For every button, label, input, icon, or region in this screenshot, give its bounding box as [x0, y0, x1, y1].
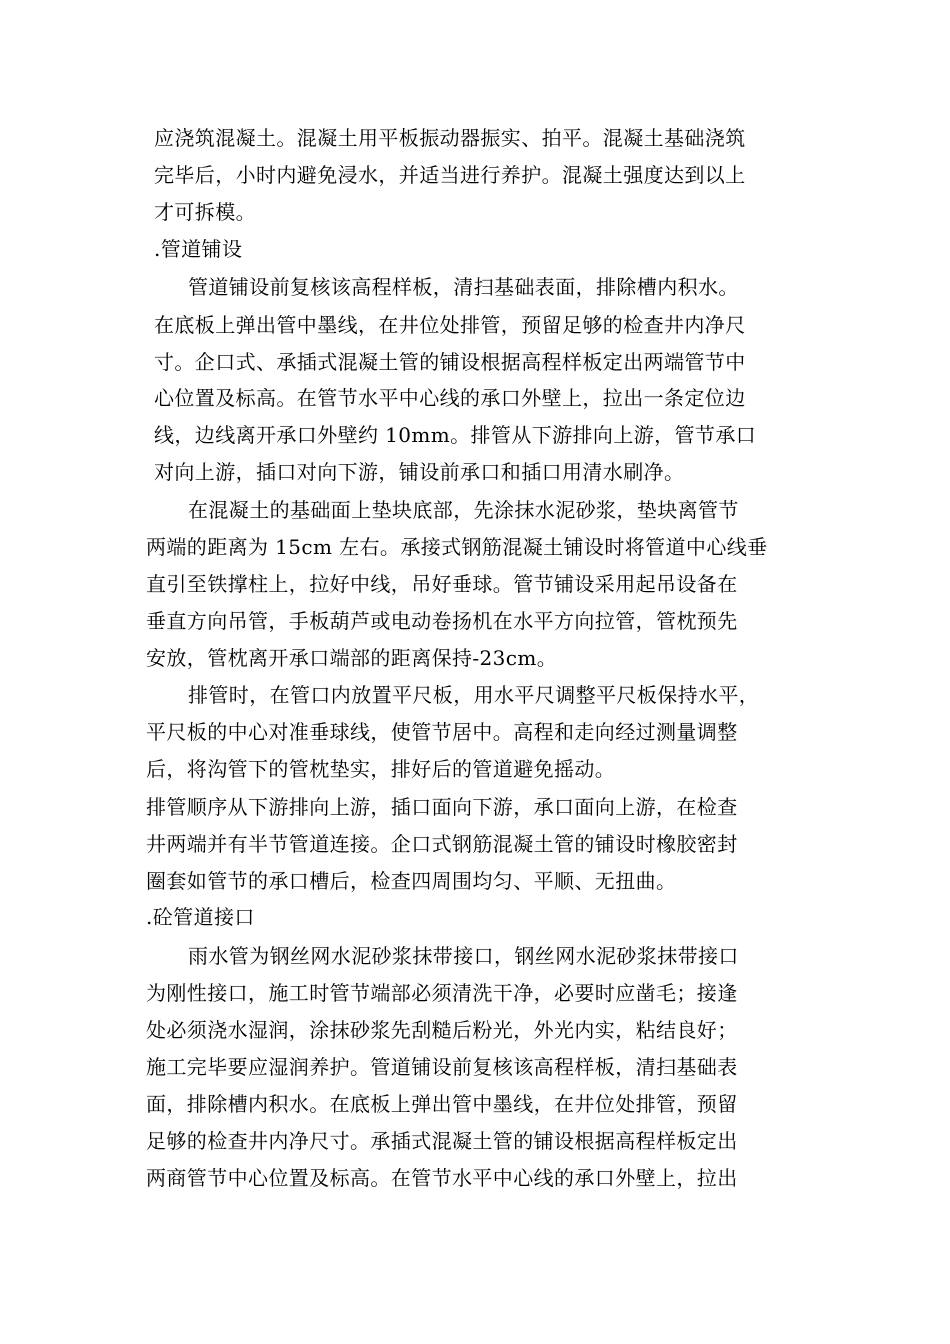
text-line: 线，边线离开承口外壁约 10mm。排管从下游排向上游，管节承口 [154, 423, 757, 447]
text-line: 后，将沟管下的管枕垫实，排好后的管道避免摇动。 [146, 757, 616, 781]
section-heading: .管道铺设 [154, 237, 243, 261]
text-line: 在混凝土的基础面上垫块底部，先涂抹水泥砂浆，垫块离管节 [188, 498, 739, 522]
text-line: 处必须浇水湿润，涂抹砂浆先刮糙后粉光，外光内实，粘结良好； [146, 1018, 738, 1042]
text-line: 心位置及标高。在管节水平中心线的承口外壁上，拉出一条定位边 [154, 386, 746, 410]
text-line: 排管顺序从下游排向上游，插口面向下游，承口面向上游，在检查 [146, 795, 738, 819]
text-line: 雨水管为钢丝网水泥砂浆抹带接口，钢丝网水泥砂浆抹带接口 [188, 944, 739, 968]
text-line: 应浇筑混凝土。混凝土用平板振动器振实、拍平。混凝土基础浇筑 [154, 126, 746, 150]
text-line: 安放，管枕离开承口端部的距离保持-23cm。 [146, 646, 558, 670]
text-line: 寸。企口式、承插式混凝土管的铺设根据高程样板定出两端管节中 [154, 350, 746, 374]
text-line: 直引至铁撑柱上，拉好中线，吊好垂球。管节铺设采用起吊设备在 [146, 572, 738, 596]
text-line: 两商管节中心位置及标高。在管节水平中心线的承口外壁上，拉出 [146, 1166, 738, 1190]
text-line: 足够的检查井内净尺寸。承插式混凝土管的铺设根据高程样板定出 [146, 1129, 738, 1153]
text-line: 对向上游，插口对向下游，铺设前承口和插口用清水刷净。 [154, 460, 685, 484]
text-line: 平尺板的中心对准垂球线，使管节居中。高程和走向经过测量调整 [146, 720, 738, 744]
text-line: 两端的距离为 15cm 左右。承接式钢筋混凝土铺设时将管道中心线垂 [146, 535, 768, 559]
text-line: 才可拆模。 [154, 200, 256, 224]
text-line: 垂直方向吊管，手板葫芦或电动卷扬机在水平方向拉管，管枕预先 [146, 609, 738, 633]
section-heading: .砼管道接口 [146, 905, 255, 929]
text-line: 圈套如管节的承口槽后，检查四周围均匀、平顺、无扭曲。 [146, 869, 677, 893]
text-line: 面，排除槽内积水。在底板上弹出管中墨线，在井位处排管，预留 [146, 1092, 738, 1116]
text-line: 排管时，在管口内放置平尺板，用水平尺调整平尺板保持水平， [188, 683, 760, 707]
text-line: 在底板上弹出管中墨线，在井位处排管，预留足够的检查井内净尺 [154, 313, 746, 337]
text-line: 施工完毕要应湿润养护。管道铺设前复核该高程样板，清扫基础表 [146, 1055, 738, 1079]
text-line: 为刚性接口，施工时管节端部必须清洗干净，必要时应凿毛；接逢 [146, 981, 738, 1005]
text-line: 井两端并有半节管道连接。企口式钢筋混凝土管的铺设时橡胶密封 [146, 832, 738, 856]
text-line: 管道铺设前复核该高程样板，清扫基础表面，排除槽内积水。 [188, 275, 739, 299]
text-line: 完毕后，小时内避免浸水，并适当进行养护。混凝土强度达到以上 [154, 163, 746, 187]
